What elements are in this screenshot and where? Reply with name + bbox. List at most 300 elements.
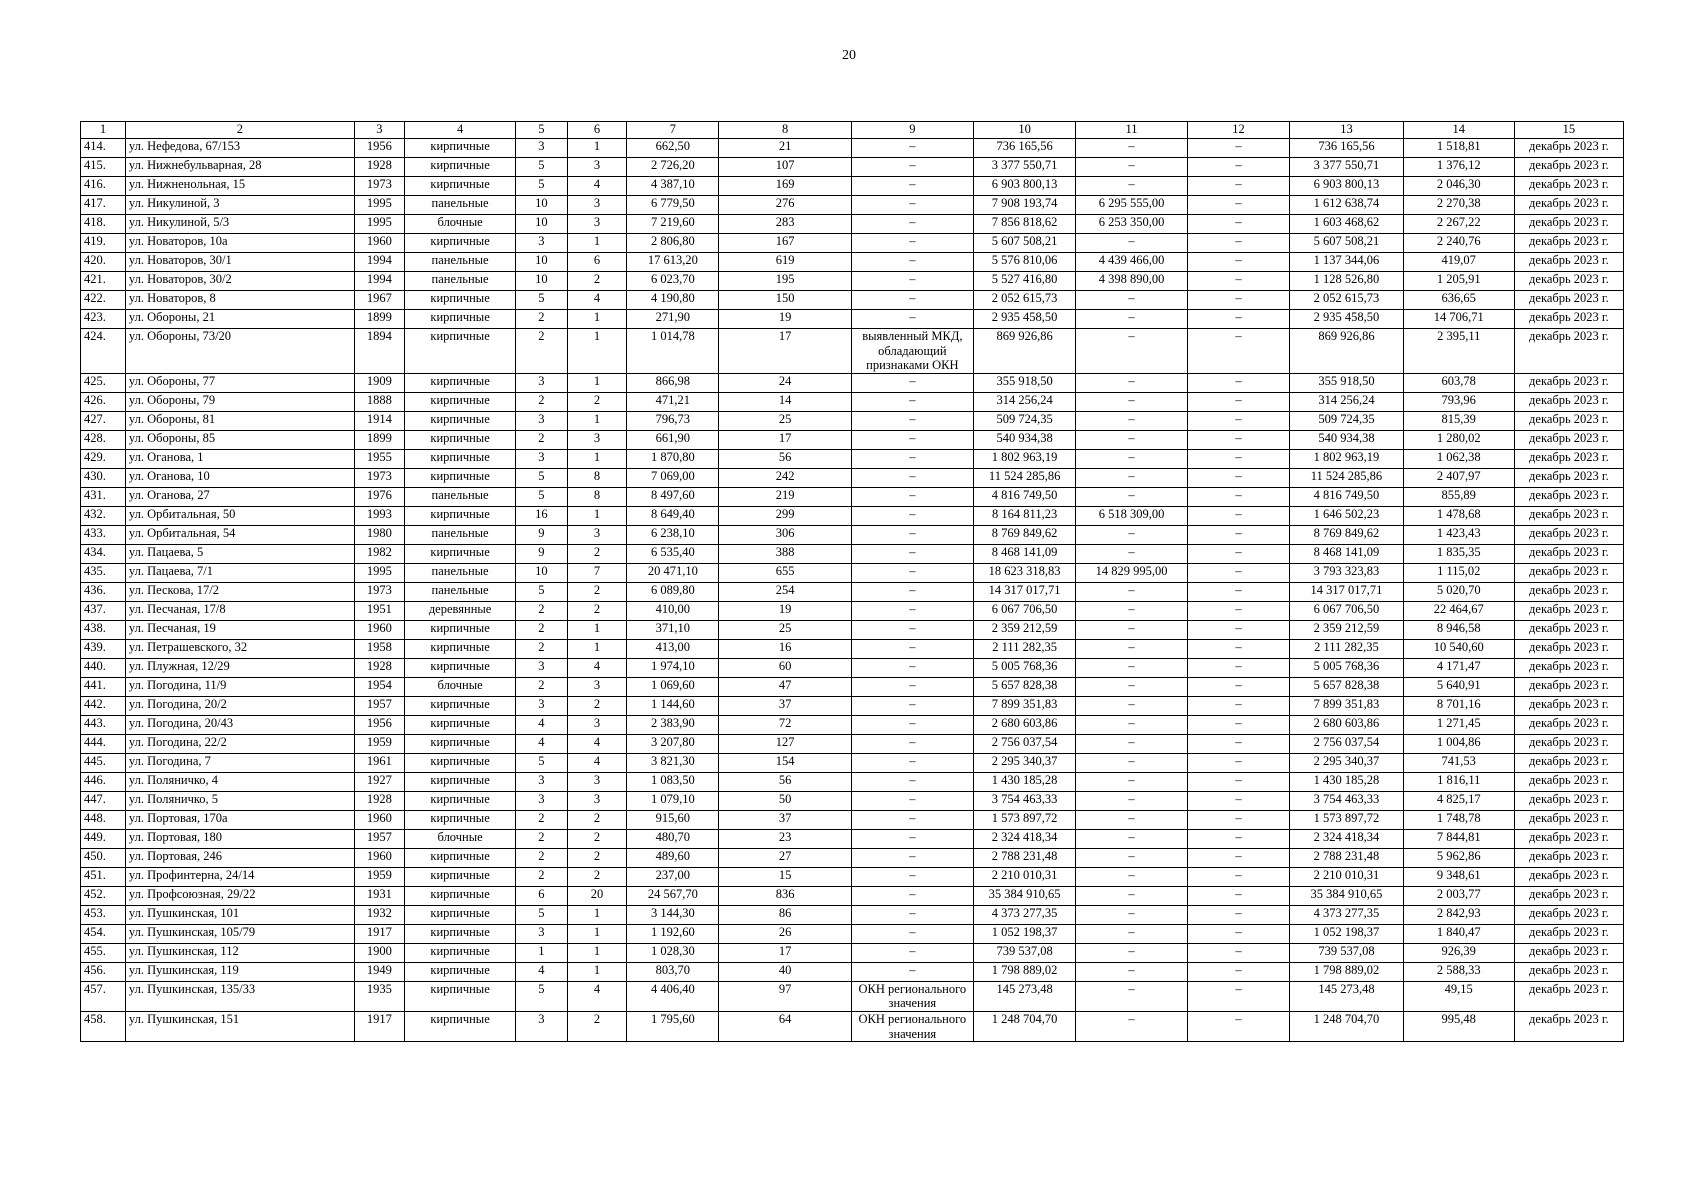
row-number: 414.	[81, 139, 126, 158]
regional-cell: –	[1187, 177, 1290, 196]
local-cell: 5 657 828,38	[1290, 677, 1403, 696]
address-cell: ул. Пацаева, 7/1	[125, 563, 354, 582]
fund-cell: –	[1076, 329, 1187, 374]
table-row	[81, 772, 1624, 791]
date-cell: декабрь 2023 г.	[1514, 905, 1623, 924]
material-cell: кирпичные	[404, 715, 515, 734]
local-cell: 1 248 704,70	[1290, 1011, 1403, 1041]
floors-cell: 2	[516, 829, 567, 848]
entrances-cell: 4	[567, 753, 627, 772]
entrances-cell: 1	[567, 411, 627, 430]
row-number: 440.	[81, 658, 126, 677]
entrances-cell: 2	[567, 829, 627, 848]
residents-cell: 107	[719, 158, 852, 177]
address-cell: ул. Песчаная, 19	[125, 620, 354, 639]
floors-cell: 4	[516, 715, 567, 734]
date-cell: декабрь 2023 г.	[1514, 981, 1623, 1011]
floors-cell: 5	[516, 582, 567, 601]
fund-cell: –	[1076, 582, 1187, 601]
date-cell: декабрь 2023 г.	[1514, 563, 1623, 582]
year-cell: 1956	[354, 715, 404, 734]
unit-cost-cell: 1 205,91	[1403, 272, 1514, 291]
area-cell: 480,70	[627, 829, 719, 848]
unit-cost-cell: 1 835,35	[1403, 544, 1514, 563]
status-cell: –	[851, 848, 973, 867]
entrances-cell: 1	[567, 905, 627, 924]
residents-cell: 72	[719, 715, 852, 734]
table-row	[81, 810, 1624, 829]
area-cell: 1 974,10	[627, 658, 719, 677]
area-cell: 6 535,40	[627, 544, 719, 563]
fund-cell: 4 398 890,00	[1076, 272, 1187, 291]
row-number: 456.	[81, 962, 126, 981]
total-cost-cell: 2 295 340,37	[973, 753, 1076, 772]
floors-cell: 3	[516, 772, 567, 791]
floors-cell: 2	[516, 848, 567, 867]
date-cell: декабрь 2023 г.	[1514, 867, 1623, 886]
area-cell: 1 079,10	[627, 791, 719, 810]
year-cell: 1956	[354, 139, 404, 158]
total-cost-cell: 3 754 463,33	[973, 791, 1076, 810]
fund-cell: –	[1076, 639, 1187, 658]
fund-cell: –	[1076, 487, 1187, 506]
residents-cell: 25	[719, 411, 852, 430]
material-cell: кирпичные	[404, 867, 515, 886]
unit-cost-cell: 1 518,81	[1403, 139, 1514, 158]
area-cell: 866,98	[627, 373, 719, 392]
address-cell: ул. Пескова, 17/2	[125, 582, 354, 601]
regional-cell: –	[1187, 829, 1290, 848]
residents-cell: 47	[719, 677, 852, 696]
area-cell: 1 870,80	[627, 449, 719, 468]
total-cost-cell: 2 680 603,86	[973, 715, 1076, 734]
year-cell: 1931	[354, 886, 404, 905]
total-cost-cell: 1 248 704,70	[973, 1011, 1076, 1041]
status-cell: –	[851, 310, 973, 329]
regional-cell: –	[1187, 867, 1290, 886]
entrances-cell: 3	[567, 196, 627, 215]
regional-cell: –	[1187, 411, 1290, 430]
floors-cell: 2	[516, 392, 567, 411]
table-row	[81, 487, 1624, 506]
address-cell: ул. Пушкинская, 105/79	[125, 924, 354, 943]
table-row	[81, 234, 1624, 253]
material-cell: панельные	[404, 253, 515, 272]
material-cell: кирпичные	[404, 544, 515, 563]
area-cell: 489,60	[627, 848, 719, 867]
status-cell: –	[851, 139, 973, 158]
material-cell: панельные	[404, 563, 515, 582]
unit-cost-cell: 2 003,77	[1403, 886, 1514, 905]
fund-cell: –	[1076, 829, 1187, 848]
fund-cell: –	[1076, 696, 1187, 715]
status-cell: –	[851, 392, 973, 411]
table-row	[81, 430, 1624, 449]
address-cell: ул. Новаторов, 10а	[125, 234, 354, 253]
local-cell: 2 052 615,73	[1290, 291, 1403, 310]
year-cell: 1995	[354, 215, 404, 234]
material-cell: блочные	[404, 677, 515, 696]
residents-cell: 16	[719, 639, 852, 658]
regional-cell: –	[1187, 905, 1290, 924]
date-cell: декабрь 2023 г.	[1514, 310, 1623, 329]
material-cell: кирпичные	[404, 139, 515, 158]
floors-cell: 3	[516, 449, 567, 468]
fund-cell: 4 439 466,00	[1076, 253, 1187, 272]
residents-cell: 14	[719, 392, 852, 411]
entrances-cell: 4	[567, 734, 627, 753]
floors-cell: 10	[516, 196, 567, 215]
status-cell: –	[851, 215, 973, 234]
fund-cell: –	[1076, 620, 1187, 639]
fund-cell: –	[1076, 753, 1187, 772]
date-cell: декабрь 2023 г.	[1514, 639, 1623, 658]
row-number: 437.	[81, 601, 126, 620]
floors-cell: 2	[516, 329, 567, 374]
material-cell: кирпичные	[404, 411, 515, 430]
area-cell: 471,21	[627, 392, 719, 411]
address-cell: ул. Пушкинская, 119	[125, 962, 354, 981]
year-cell: 1960	[354, 810, 404, 829]
local-cell: 3 377 550,71	[1290, 158, 1403, 177]
local-cell: 1 798 889,02	[1290, 962, 1403, 981]
unit-cost-cell: 8 946,58	[1403, 620, 1514, 639]
year-cell: 1995	[354, 563, 404, 582]
entrances-cell: 2	[567, 867, 627, 886]
year-cell: 1888	[354, 392, 404, 411]
year-cell: 1899	[354, 310, 404, 329]
unit-cost-cell: 1 376,12	[1403, 158, 1514, 177]
area-cell: 7 219,60	[627, 215, 719, 234]
residents-cell: 60	[719, 658, 852, 677]
material-cell: кирпичные	[404, 943, 515, 962]
date-cell: декабрь 2023 г.	[1514, 924, 1623, 943]
status-cell: –	[851, 810, 973, 829]
row-number: 445.	[81, 753, 126, 772]
year-cell: 1914	[354, 411, 404, 430]
area-cell: 4 406,40	[627, 981, 719, 1011]
date-cell: декабрь 2023 г.	[1514, 449, 1623, 468]
row-number: 446.	[81, 772, 126, 791]
regional-cell: –	[1187, 734, 1290, 753]
local-cell: 5 607 508,21	[1290, 234, 1403, 253]
date-cell: декабрь 2023 г.	[1514, 411, 1623, 430]
residents-cell: 388	[719, 544, 852, 563]
fund-cell: –	[1076, 772, 1187, 791]
table-row	[81, 373, 1624, 392]
status-cell: –	[851, 620, 973, 639]
entrances-cell: 1	[567, 620, 627, 639]
address-cell: ул. Орбитальная, 54	[125, 525, 354, 544]
area-cell: 1 795,60	[627, 1011, 719, 1041]
date-cell: декабрь 2023 г.	[1514, 234, 1623, 253]
regional-cell: –	[1187, 234, 1290, 253]
year-cell: 1961	[354, 753, 404, 772]
regional-cell: –	[1187, 848, 1290, 867]
row-number: 436.	[81, 582, 126, 601]
residents-cell: 56	[719, 449, 852, 468]
entrances-cell: 7	[567, 563, 627, 582]
unit-cost-cell: 1 280,02	[1403, 430, 1514, 449]
unit-cost-cell: 1 840,47	[1403, 924, 1514, 943]
regional-cell: –	[1187, 620, 1290, 639]
column-header: 6	[567, 122, 627, 139]
fund-cell: –	[1076, 601, 1187, 620]
address-cell: ул. Профинтерна, 24/14	[125, 867, 354, 886]
row-number: 455.	[81, 943, 126, 962]
address-cell: ул. Петрашевского, 32	[125, 639, 354, 658]
status-cell: –	[851, 886, 973, 905]
area-cell: 1 014,78	[627, 329, 719, 374]
row-number: 418.	[81, 215, 126, 234]
area-cell: 237,00	[627, 867, 719, 886]
floors-cell: 5	[516, 468, 567, 487]
fund-cell: –	[1076, 430, 1187, 449]
date-cell: декабрь 2023 г.	[1514, 582, 1623, 601]
status-cell: –	[851, 924, 973, 943]
date-cell: декабрь 2023 г.	[1514, 715, 1623, 734]
status-cell: –	[851, 430, 973, 449]
year-cell: 1960	[354, 848, 404, 867]
material-cell: кирпичные	[404, 810, 515, 829]
status-cell: –	[851, 962, 973, 981]
material-cell: кирпичные	[404, 310, 515, 329]
column-header: 10	[973, 122, 1076, 139]
unit-cost-cell: 2 267,22	[1403, 215, 1514, 234]
residents-cell: 169	[719, 177, 852, 196]
row-number: 435.	[81, 563, 126, 582]
table-row	[81, 329, 1624, 374]
page-number: 20	[842, 48, 856, 63]
unit-cost-cell: 2 240,76	[1403, 234, 1514, 253]
unit-cost-cell: 4 825,17	[1403, 791, 1514, 810]
residents-cell: 37	[719, 696, 852, 715]
date-cell: декабрь 2023 г.	[1514, 696, 1623, 715]
local-cell: 7 899 351,83	[1290, 696, 1403, 715]
entrances-cell: 1	[567, 310, 627, 329]
status-cell: –	[851, 253, 973, 272]
area-cell: 661,90	[627, 430, 719, 449]
year-cell: 1909	[354, 373, 404, 392]
status-cell: –	[851, 468, 973, 487]
year-cell: 1928	[354, 791, 404, 810]
status-cell: –	[851, 158, 973, 177]
regional-cell: –	[1187, 544, 1290, 563]
row-number: 434.	[81, 544, 126, 563]
total-cost-cell: 509 724,35	[973, 411, 1076, 430]
total-cost-cell: 2 210 010,31	[973, 867, 1076, 886]
local-cell: 2 680 603,86	[1290, 715, 1403, 734]
area-cell: 3 144,30	[627, 905, 719, 924]
regional-cell: –	[1187, 329, 1290, 374]
row-number: 442.	[81, 696, 126, 715]
floors-cell: 3	[516, 234, 567, 253]
table-row	[81, 392, 1624, 411]
floors-cell: 2	[516, 677, 567, 696]
residents-cell: 17	[719, 430, 852, 449]
year-cell: 1980	[354, 525, 404, 544]
address-cell: ул. Погодина, 7	[125, 753, 354, 772]
row-number: 424.	[81, 329, 126, 374]
regional-cell: –	[1187, 962, 1290, 981]
status-cell: –	[851, 829, 973, 848]
address-cell: ул. Оганова, 27	[125, 487, 354, 506]
address-cell: ул. Новаторов, 30/1	[125, 253, 354, 272]
regional-cell: –	[1187, 310, 1290, 329]
material-cell: кирпичные	[404, 506, 515, 525]
date-cell: декабрь 2023 г.	[1514, 601, 1623, 620]
material-cell: кирпичные	[404, 430, 515, 449]
address-cell: ул. Никулиной, 5/3	[125, 215, 354, 234]
regional-cell: –	[1187, 392, 1290, 411]
floors-cell: 16	[516, 506, 567, 525]
fund-cell: –	[1076, 291, 1187, 310]
local-cell: 1 573 897,72	[1290, 810, 1403, 829]
regional-cell: –	[1187, 696, 1290, 715]
residents-cell: 23	[719, 829, 852, 848]
floors-cell: 5	[516, 905, 567, 924]
material-cell: блочные	[404, 829, 515, 848]
date-cell: декабрь 2023 г.	[1514, 253, 1623, 272]
floors-cell: 5	[516, 291, 567, 310]
address-cell: ул. Песчаная, 17/8	[125, 601, 354, 620]
address-cell: ул. Новаторов, 30/2	[125, 272, 354, 291]
unit-cost-cell: 2 407,97	[1403, 468, 1514, 487]
entrances-cell: 1	[567, 506, 627, 525]
material-cell: кирпичные	[404, 924, 515, 943]
residents-cell: 97	[719, 981, 852, 1011]
year-cell: 1960	[354, 620, 404, 639]
table-row	[81, 506, 1624, 525]
regional-cell: –	[1187, 196, 1290, 215]
fund-cell: –	[1076, 1011, 1187, 1041]
material-cell: панельные	[404, 582, 515, 601]
residents-cell: 17	[719, 329, 852, 374]
floors-cell: 2	[516, 867, 567, 886]
status-cell: –	[851, 177, 973, 196]
local-cell: 869 926,86	[1290, 329, 1403, 374]
local-cell: 1 612 638,74	[1290, 196, 1403, 215]
total-cost-cell: 7 908 193,74	[973, 196, 1076, 215]
material-cell: деревянные	[404, 601, 515, 620]
date-cell: декабрь 2023 г.	[1514, 753, 1623, 772]
residents-cell: 27	[719, 848, 852, 867]
table-row	[81, 253, 1624, 272]
material-cell: кирпичные	[404, 329, 515, 374]
local-cell: 1 646 502,23	[1290, 506, 1403, 525]
local-cell: 314 256,24	[1290, 392, 1403, 411]
table-row	[81, 886, 1624, 905]
regional-cell: –	[1187, 506, 1290, 525]
regional-cell: –	[1187, 449, 1290, 468]
local-cell: 4 373 277,35	[1290, 905, 1403, 924]
date-cell: декабрь 2023 г.	[1514, 886, 1623, 905]
regional-cell: –	[1187, 487, 1290, 506]
floors-cell: 5	[516, 177, 567, 196]
entrances-cell: 4	[567, 658, 627, 677]
material-cell: кирпичные	[404, 734, 515, 753]
total-cost-cell: 7 899 351,83	[973, 696, 1076, 715]
local-cell: 1 128 526,80	[1290, 272, 1403, 291]
fund-cell: –	[1076, 867, 1187, 886]
regional-cell: –	[1187, 981, 1290, 1011]
material-cell: панельные	[404, 525, 515, 544]
address-cell: ул. Обороны, 85	[125, 430, 354, 449]
fund-cell: –	[1076, 139, 1187, 158]
material-cell: кирпичные	[404, 468, 515, 487]
area-cell: 7 069,00	[627, 468, 719, 487]
area-cell: 2 726,20	[627, 158, 719, 177]
status-cell: –	[851, 696, 973, 715]
date-cell: декабрь 2023 г.	[1514, 373, 1623, 392]
entrances-cell: 3	[567, 772, 627, 791]
table-body	[81, 139, 1624, 1042]
table-row	[81, 696, 1624, 715]
fund-cell: –	[1076, 848, 1187, 867]
floors-cell: 2	[516, 430, 567, 449]
local-cell: 2 756 037,54	[1290, 734, 1403, 753]
area-cell: 2 806,80	[627, 234, 719, 253]
unit-cost-cell: 5 020,70	[1403, 582, 1514, 601]
date-cell: декабрь 2023 г.	[1514, 658, 1623, 677]
material-cell: кирпичные	[404, 234, 515, 253]
total-cost-cell: 1 573 897,72	[973, 810, 1076, 829]
floors-cell: 2	[516, 810, 567, 829]
unit-cost-cell: 926,39	[1403, 943, 1514, 962]
year-cell: 1951	[354, 601, 404, 620]
unit-cost-cell: 7 844,81	[1403, 829, 1514, 848]
floors-cell: 2	[516, 620, 567, 639]
status-cell: –	[851, 943, 973, 962]
local-cell: 736 165,56	[1290, 139, 1403, 158]
year-cell: 1994	[354, 253, 404, 272]
area-cell: 6 779,50	[627, 196, 719, 215]
unit-cost-cell: 22 464,67	[1403, 601, 1514, 620]
table-row	[81, 848, 1624, 867]
material-cell: кирпичные	[404, 639, 515, 658]
address-cell: ул. Портовая, 180	[125, 829, 354, 848]
date-cell: декабрь 2023 г.	[1514, 848, 1623, 867]
entrances-cell: 1	[567, 139, 627, 158]
fund-cell: 14 829 995,00	[1076, 563, 1187, 582]
year-cell: 1900	[354, 943, 404, 962]
residents-cell: 15	[719, 867, 852, 886]
local-cell: 2 359 212,59	[1290, 620, 1403, 639]
material-cell: кирпичные	[404, 158, 515, 177]
residents-cell: 306	[719, 525, 852, 544]
year-cell: 1917	[354, 1011, 404, 1041]
row-number: 422.	[81, 291, 126, 310]
column-header: 15	[1514, 122, 1623, 139]
column-header: 1	[81, 122, 126, 139]
row-number: 428.	[81, 430, 126, 449]
total-cost-cell: 8 769 849,62	[973, 525, 1076, 544]
residents-cell: 17	[719, 943, 852, 962]
year-cell: 1976	[354, 487, 404, 506]
regional-cell: –	[1187, 772, 1290, 791]
table-row	[81, 525, 1624, 544]
floors-cell: 5	[516, 753, 567, 772]
row-number: 454.	[81, 924, 126, 943]
unit-cost-cell: 49,15	[1403, 981, 1514, 1011]
entrances-cell: 2	[567, 810, 627, 829]
entrances-cell: 3	[567, 525, 627, 544]
address-cell: ул. Профсоюзная, 29/22	[125, 886, 354, 905]
regional-cell: –	[1187, 582, 1290, 601]
row-number: 444.	[81, 734, 126, 753]
date-cell: декабрь 2023 г.	[1514, 329, 1623, 374]
row-number: 450.	[81, 848, 126, 867]
